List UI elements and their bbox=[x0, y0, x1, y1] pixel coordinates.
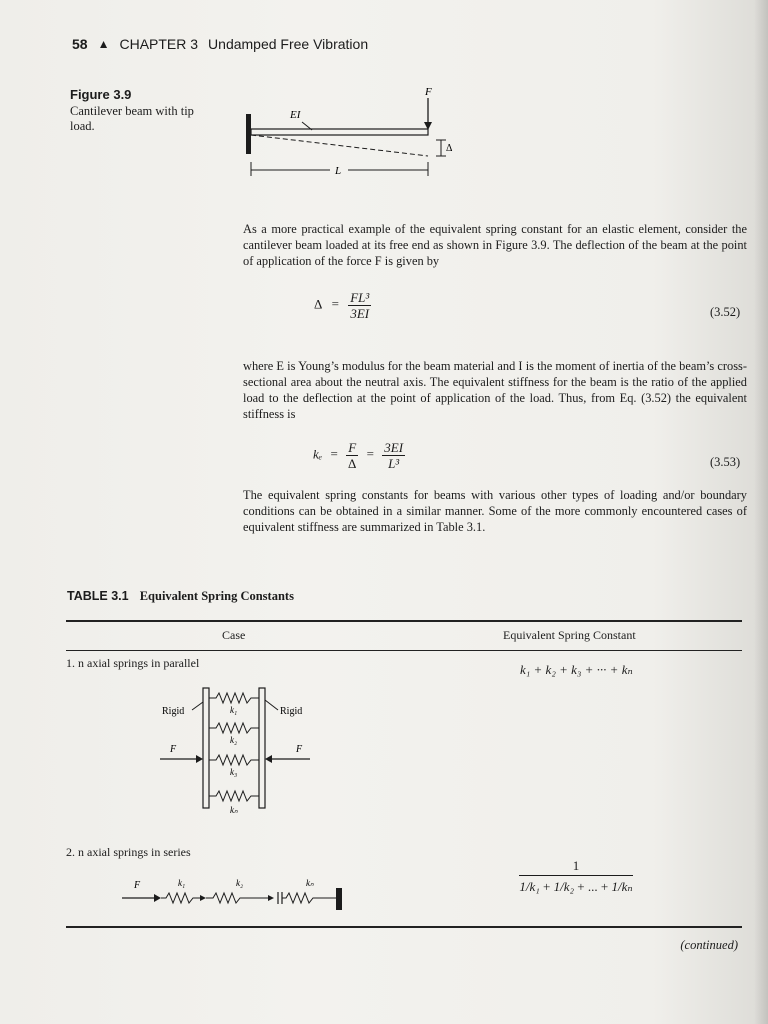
column-header-constant: Equivalent Spring Constant bbox=[503, 628, 636, 642]
fixed-wall bbox=[246, 114, 251, 154]
series-spring-kn bbox=[282, 893, 336, 903]
series-label-k2: k₂ bbox=[236, 878, 244, 888]
spring-label-k1: k₁ bbox=[230, 705, 238, 715]
table-row-2-label: 2. n axial springs in series bbox=[66, 845, 191, 859]
eq353-num1: F bbox=[346, 440, 358, 456]
table-header-rule bbox=[66, 650, 742, 651]
eq352-num: FL³ bbox=[350, 290, 370, 305]
rigid-label-left: Rigid bbox=[162, 706, 185, 717]
length-label: L bbox=[335, 165, 342, 177]
chapter-title: Undamped Free Vibration bbox=[208, 36, 369, 52]
beam bbox=[251, 129, 428, 135]
eq353-den1: Δ bbox=[348, 456, 357, 471]
eq352-lhs: Δ bbox=[314, 296, 323, 312]
series-plus-2: + bbox=[577, 879, 585, 894]
eq353-equals-2: = bbox=[366, 446, 374, 462]
eq352-den: 3EI bbox=[350, 306, 370, 321]
table-row-1-formula: k₁ + k₂ + k₃ + ··· + kₙ bbox=[520, 662, 633, 677]
spring-label-k2: k₂ bbox=[230, 735, 238, 745]
series-spring-k1 bbox=[161, 893, 200, 903]
column-header-case: Case bbox=[222, 628, 246, 642]
deflection-label: Δ bbox=[446, 143, 453, 154]
equation-3-53 bbox=[313, 440, 405, 471]
paragraph-3: The equivalent spring constants for beams with various other types of loading and/or boundary conditions can be obtained in a similar manner. Some of the more commonly encountered cases of equivalent stiffness are summarized in Table 3.1. bbox=[243, 488, 747, 534]
eq352-fraction bbox=[348, 290, 371, 321]
left-rigid-bar bbox=[203, 688, 209, 808]
series-spring-k2 bbox=[206, 893, 268, 903]
page-spine-shadow bbox=[754, 0, 768, 1024]
equation-number-3-52: (3.52) bbox=[710, 305, 741, 319]
series-term-n: 1/kₙ bbox=[611, 879, 633, 894]
table-row-2-formula bbox=[519, 858, 633, 895]
spring-k2 bbox=[209, 723, 259, 733]
eq353-fraction-2 bbox=[382, 440, 405, 471]
spring-kn bbox=[209, 791, 259, 801]
series-springs-diagram bbox=[118, 870, 358, 920]
force-arrow-left bbox=[196, 755, 203, 763]
cantilever-beam-figure bbox=[232, 84, 472, 184]
force-label: F bbox=[425, 86, 432, 98]
equation-number-3-53: (3.53) bbox=[710, 455, 741, 469]
series-term-1: 1/k₁ bbox=[519, 879, 540, 894]
table-name: Equivalent Spring Constants bbox=[139, 589, 294, 603]
spring-k3 bbox=[209, 755, 259, 765]
spring-k1 bbox=[209, 693, 259, 703]
force-arrow-right bbox=[265, 755, 272, 763]
chapter-label: CHAPTER 3 bbox=[119, 36, 199, 52]
figure-caption: Cantilever beam with tip load. bbox=[70, 104, 194, 133]
deflected-shape bbox=[251, 135, 428, 156]
series-ellipsis: ... bbox=[587, 879, 598, 894]
series-plus-3: + bbox=[600, 879, 609, 894]
table-bottom-rule bbox=[66, 926, 742, 928]
rigid-label-right: Rigid bbox=[280, 706, 303, 717]
table-title bbox=[67, 589, 294, 604]
series-formula-numerator: 1 bbox=[519, 858, 633, 876]
series-term-2: 1/k₂ bbox=[553, 879, 575, 894]
series-wall bbox=[336, 888, 342, 910]
series-label-kn: kₙ bbox=[306, 878, 314, 888]
equation-3-52 bbox=[314, 290, 371, 321]
continued-note: (continued) bbox=[680, 938, 738, 952]
series-force-arrow bbox=[154, 894, 161, 902]
force-label-left: F bbox=[170, 744, 177, 755]
series-formula-denominator bbox=[519, 879, 633, 895]
spring-label-kn: kₙ bbox=[230, 805, 238, 815]
series-label-k1: k₁ bbox=[178, 878, 186, 888]
series-plus-1: + bbox=[543, 879, 551, 894]
running-header bbox=[72, 36, 692, 52]
spring-label-k3: k₃ bbox=[230, 767, 238, 777]
triangle-marker-icon: ▲ bbox=[97, 37, 110, 51]
figure-label: Figure 3.9 bbox=[70, 87, 132, 102]
paragraph-1: As a more practical example of the equivalent spring constant for an elastic element, consider the cantilever beam loaded at its free end as shown in Figure 3.9. The deflection of the beam at the point of application of the force F is given by bbox=[243, 222, 747, 268]
table-top-rule bbox=[66, 620, 742, 622]
force-label-right: F bbox=[296, 744, 303, 755]
eq353-den2: L³ bbox=[388, 456, 400, 471]
eq352-equals: = bbox=[331, 296, 339, 312]
eq353-num2: 3EI bbox=[384, 440, 404, 455]
series-force-label: F bbox=[134, 880, 141, 891]
table-row-1-label: 1. n axial springs in parallel bbox=[66, 656, 200, 670]
parallel-springs-diagram bbox=[150, 680, 330, 830]
eq353-equals: = bbox=[330, 446, 338, 462]
eq353-lhs: kₑ bbox=[313, 446, 323, 462]
page-number: 58 bbox=[72, 36, 88, 52]
paragraph-2: where E is Young’s modulus for the beam material and I is the moment of inertia of the beam’s cross-sectional area about the neutral axis. The equivalent stiffness for the beam is the ratio of the applied load to the deflection at the point of application of the load. Thus, from Eq. (3.52) the equivalent stiffness is bbox=[243, 359, 747, 421]
eq353-fraction-1 bbox=[346, 440, 358, 471]
stiffness-label: EI bbox=[290, 109, 301, 121]
right-rigid-bar bbox=[259, 688, 265, 808]
table-number: TABLE 3.1 bbox=[67, 589, 129, 603]
